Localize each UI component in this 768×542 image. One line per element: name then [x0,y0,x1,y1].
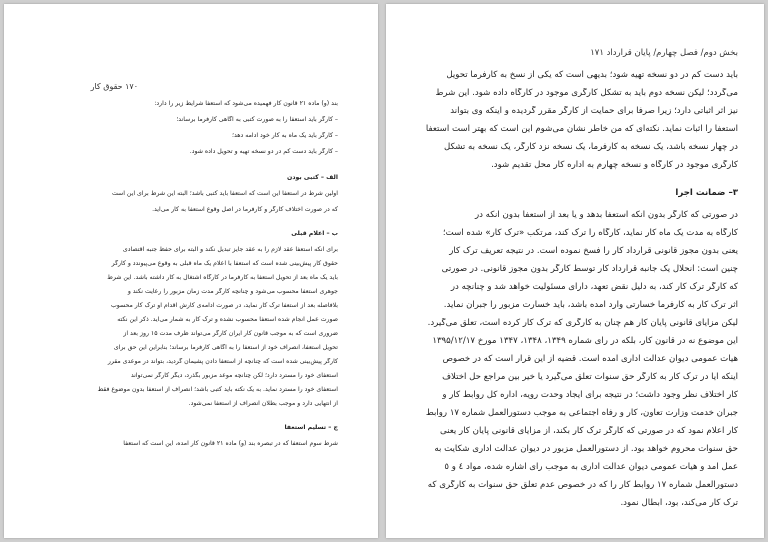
right-subheading-3: ۳– ضمانت اجرا [675,188,738,198]
right-line-14: لیکن مزایای قانونی پایان کار هم چنان به کارگری که ترک کار کرده است، تعلق می‌گیرد. [427,318,738,328]
right-line-23: دستورالعمل شماره ۱۷ روابط کار را که در خصوص عدم تعلق حق سنوات به کارگری که [427,480,738,490]
left-line-6: اولین شرط در استعفا این است که استعفا باید کتبی باشد؛ البته این شرط برای این است [111,190,338,197]
right-line-24: ترک کار می‌کند، بود، ابطال نمود. [620,498,738,508]
right-line-21: حق سنوات محروم خواهد بود. از دستورالعمل مزبور در دیوان عدالت اداری شکایت به [434,444,738,454]
left-line-2: – کارگر باید استعفا را به صورت کتبی به آگاهی کارفرما برساند؛ [176,116,338,123]
right-line-3: نیز اثر اثباتی دارد؛ زیرا صرفاً برای حمایت از کارگر مقرر گردیده و اینکه وی بتواند [450,106,738,116]
right-page [386,4,764,538]
left-line-22: شرط سوم استعفا که در تبصره بند (و) ماده ۲۱ قانون کار آمده، این است که استعفا [123,440,338,447]
right-line-8: در صورتی که کارگر بدون آنکه استعفا بدهد و یا بعد از استعفا بدون آنکه در [474,210,738,220]
right-line-5: در چهار نسخه باشد، یک نسخه به کارفرما، یک نسخه نزد کارگر، یک نسخه به تشکل [443,142,738,152]
right-line-9: کارگاه به مدت یک ماه کار نماید، کارگاه را ترک کند، مرتکب «ترک کار» شده است؛ [442,228,738,238]
left-line-15: ضروری است که به موجب قانون کار ایران کارگر می‌تواند ظرف مدت ۱۵ روز بعد از [123,330,338,337]
left-line-16: تحویل استعفا، انصراف خود از استعفا را به آگاهی کارفرما برساند؛ بنابراین این حق برای [113,344,338,351]
left-line-11: باید یک ماه بعد از تحویل استعفا به کارفرما در کارگاه اشتغال به کار داشته باشد. این شرط [107,274,338,281]
left-line-20: از انتهایی دارد و موجب بطلان انصراف از استعفا نمی‌شود. [188,400,338,407]
right-line-19: جبران خدمت وزارت تعاون، کار و رفاه اجتماعی به موجب دستورالعمل شماره ۱۷ روابط [425,408,738,418]
left-line-1: بند (و) ماده ۲۱ قانون کار فهمیده می‌شود که استعفا شرایط زیر را دارد: [154,100,338,107]
right-line-2: می‌گردد؛ لیکن نسخه دوم باید به تشکل کارگری موجود در کارگاه داده شود. این شرط [435,88,738,98]
right-page-header: بخش دوم/ فصل چهارم/ پایان قرارداد ۱۷۱ [590,48,738,58]
left-line-19: استعفای خود را مسترد نماید. به یک نکته باید کتبی باشد؛ انصراف از استعفا بدون موضوع فقط [97,386,338,393]
right-line-18: کار اختلاف نظر وجود داشت؛ در نتیجه برای ایجاد وحدت رویه، اداره کل روابط کار و [442,390,738,400]
left-line-17: کارگر پیش‌بینی شده است که چنانچه از استعفا دادن پشیمان گردید، بتواند در موعدی مقرر [107,358,338,365]
right-line-16: هیات عمومی دیوان عدالت اداری آمده است. قضیه از این قرار است که در خصوص [442,354,738,364]
left-page-header: ۱۷۰ حقوق کار [90,82,138,91]
left-subheading-c: ج – تسلیم استعفا [284,424,338,431]
right-line-1: باید دست کم در دو نسخه تهیه شود؛ بدیهی است که یکی از نسخ به کارفرما تحویل [446,70,738,80]
left-line-4: – کارگر باید دست کم در دو نسخه تهیه و تحویل داده شود. [189,148,338,155]
left-line-7: که در صورت اختلاف کارگر و کارفرما در اصل وقوع استعفا به کار می‌آید. [152,206,338,213]
right-line-12: که کارگر ترک کار کند، به دلیل نقض تعهد، دارای مسئولیت خواهد شد و چنانچه در [450,282,738,292]
right-line-4: استعفا را اثبات نماید. نکته‌ای که من خاطر نشان می‌شوم این است که بهتر است استعفا [425,124,738,134]
right-line-10: یعنی بدون مجوز قانونی قرارداد کار را فسخ نموده است. در نتیجه تعریف ترک کار [449,246,738,256]
left-line-14: صورت عمل انجام شده استعفا محسوب نشده و ترک کار به شمار می‌آید. ذکر این نکته [117,316,338,323]
right-line-17: اینکه آیا در ترک کار به کارگر حق سنوات تعلق می‌گیرد یا خیر بین مراجع حل اختلاف [442,372,738,382]
left-line-18: استعفای خود را مسترد دارد؛ لکن چنانچه موعد مزبور بگذرد، دیگر کارگر نمی‌تواند [130,372,338,379]
left-line-12: جوهری استعفا محسوب می‌شود و چنانچه کارگر مدت زمان مزبور را رعایت نکند و [127,288,338,295]
right-line-6: کارگری موجود در کارگاه و نسخه چهارم به اداره کار محل تقدیم شود. [491,160,738,170]
right-line-15: این موضوع نه در قانون کار، بلکه در رای شماره ۱۳۴۹، ۱۳۴۸، ۱۳۴۷ مورخ ۱۳۹۵/۱۲/۱۷ [432,336,738,346]
left-line-10: حقوق کار پیش‌بینی شده است که استعفا با اعلام یک ماه قبلی به وقوع می‌پیوندد و کارگر [111,260,338,267]
left-line-3: – کارگر باید یک ماه به کار خود ادامه دهد؛ [232,132,338,139]
right-line-13: اثر ترک کار به کارفرما خسارتی وارد آمده باشد، باید خسارت مزبور را جبران نماید. [443,300,738,310]
right-line-22: عمل آمد و هیات عمومی دیوان عدالت اداری به موجب رای اشاره شده، مواد ٤ و ٥ [444,462,738,472]
right-line-11: چنین است: انحلال یک جانبه قرارداد کار توسط کارگر بدون مجوز قانونی. در صورتی [441,264,738,274]
left-subheading-b: ب – اعلام قبلی [291,230,338,237]
left-line-9: برای آنکه استعفا عقد لازم را به عقد جایز تبدیل نکند و البته برای حفظ جنبه اقتصادی [122,246,338,253]
left-page [4,4,378,538]
left-subheading-a: الف – کتبی بودن [287,174,338,181]
left-line-13: بلافاصله بعد از استعفا ترک کار نماید، در صورت ادامه‌ی کارش اقدام او ترک کار محسوب [110,302,338,309]
right-line-20: کار اعلام نمود که در صورتی که کارگر ترک کار بکند، از مزایای قانونی پایان کار یعنی [440,426,738,436]
